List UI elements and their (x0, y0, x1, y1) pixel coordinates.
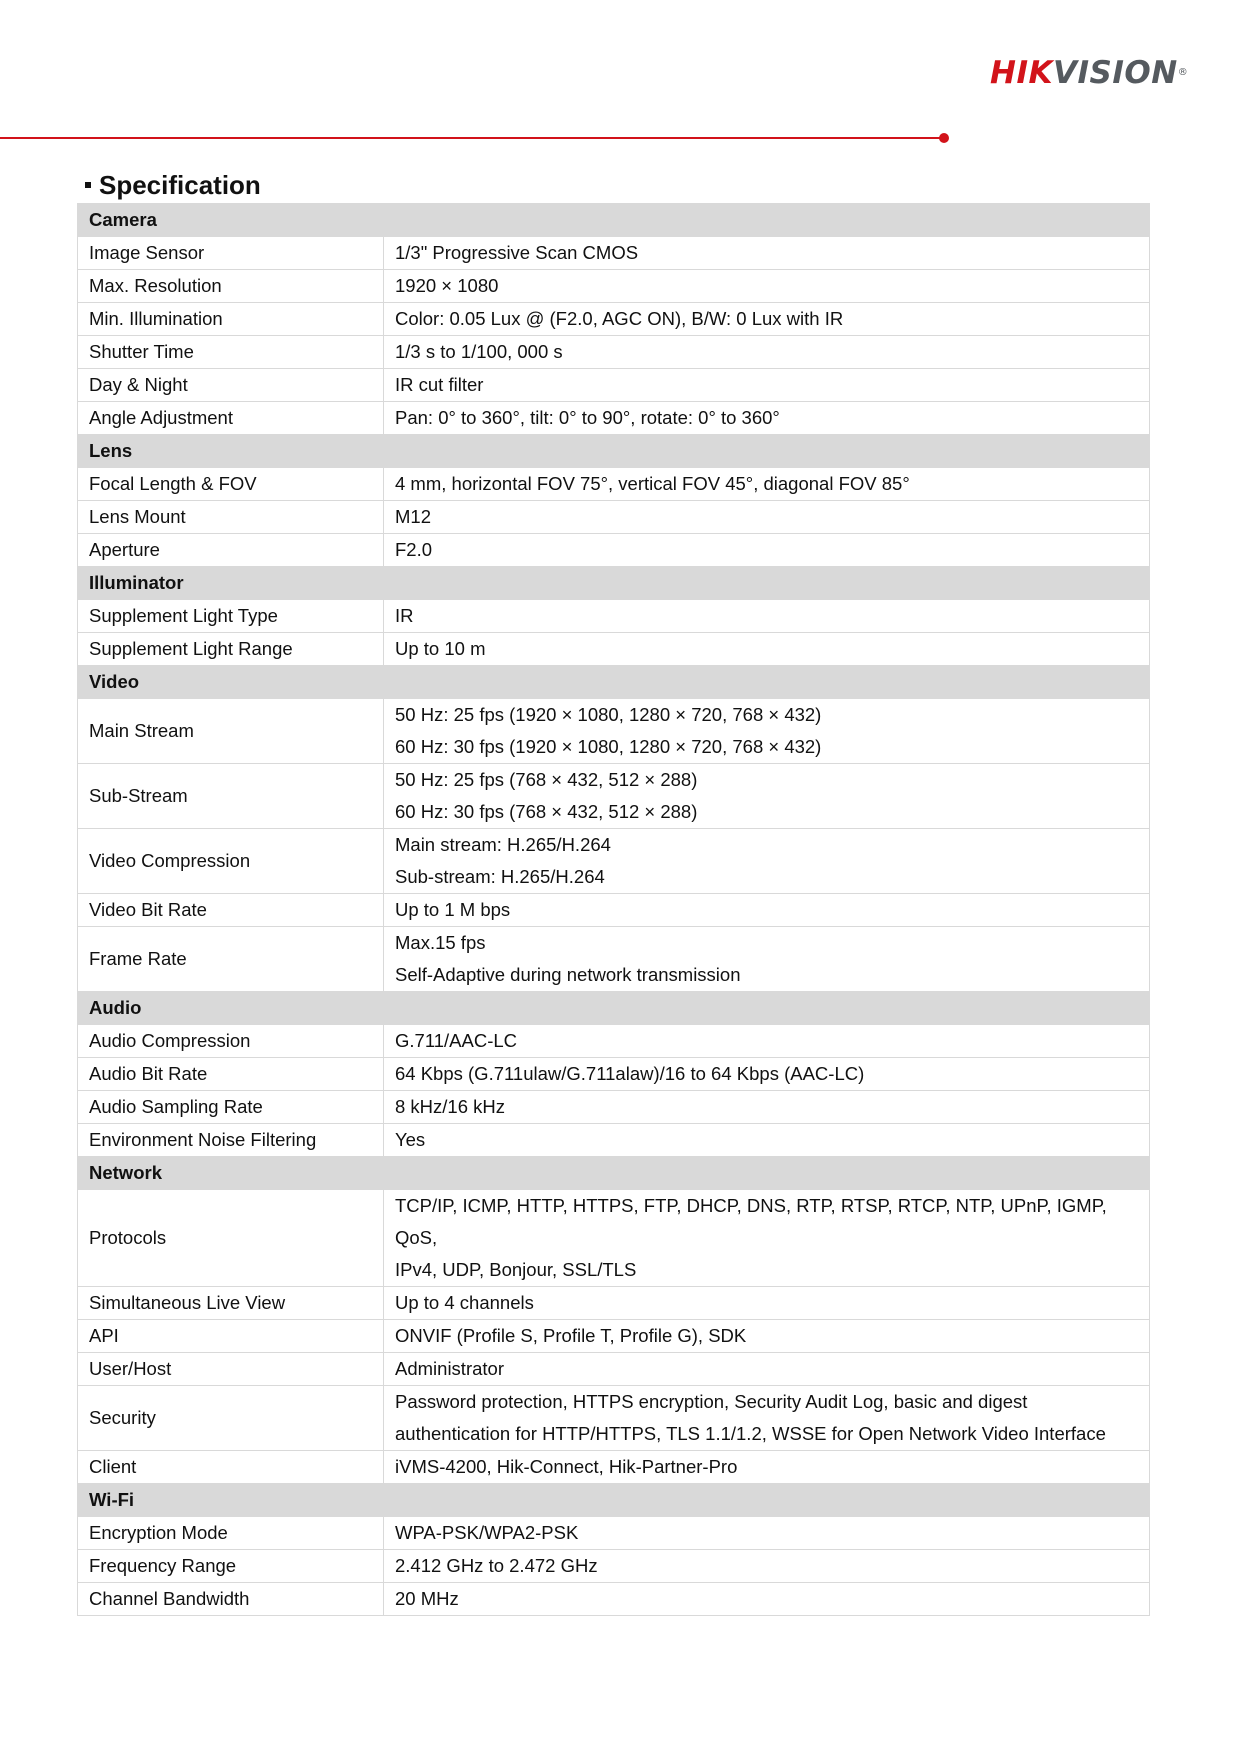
spec-label: Sub-Stream (78, 764, 384, 829)
spec-row (78, 927, 1150, 992)
spec-label: Aperture (78, 534, 384, 567)
spec-value (384, 303, 1150, 336)
spec-row (78, 336, 1150, 369)
spec-label: Channel Bandwidth (78, 1583, 384, 1616)
spec-label: Client (78, 1451, 384, 1484)
spec-value-line: G.711/AAC-LC (395, 1030, 518, 1051)
section-header: Network (78, 1157, 1150, 1190)
spec-value-line: Sub-stream: H.265/H.264 (395, 866, 605, 887)
spec-value-line: Pan: 0° to 360°, tilt: 0° to 90°, rotate: 0° to 360° (395, 407, 780, 428)
spec-value (384, 829, 1150, 894)
spec-label: Image Sensor (78, 237, 384, 270)
spec-row (78, 237, 1150, 270)
hikvision-logo (990, 56, 1188, 90)
spec-label: Encryption Mode (78, 1517, 384, 1550)
spec-value-line: iVMS-4200, Hik-Connect, Hik-Partner-Pro (395, 1456, 738, 1477)
spec-value-line: 20 MHz (395, 1588, 459, 1609)
spec-value-line: Self-Adaptive during network transmission (395, 964, 741, 985)
spec-value (384, 1025, 1150, 1058)
section-header-row (78, 1484, 1150, 1517)
spec-label: Protocols (78, 1190, 384, 1287)
spec-row (78, 600, 1150, 633)
spec-row (78, 1353, 1150, 1386)
spec-row (78, 829, 1150, 894)
spec-value (384, 633, 1150, 666)
spec-value-line: 50 Hz: 25 fps (1920 × 1080, 1280 × 720, 768 × 432) (395, 704, 822, 725)
spec-row (78, 1287, 1150, 1320)
spec-table (77, 203, 1150, 1616)
spec-value (384, 501, 1150, 534)
spec-row (78, 699, 1150, 764)
spec-value (384, 402, 1150, 435)
section-header: Illuminator (78, 567, 1150, 600)
spec-value-line: 4 mm, horizontal FOV 75°, vertical FOV 45°, diagonal FOV 85° (395, 473, 910, 494)
spec-value-line: TCP/IP, ICMP, HTTP, HTTPS, FTP, DHCP, DNS, RTP, RTSP, RTCP, NTP, UPnP, IGMP, QoS, (395, 1195, 1107, 1248)
spec-label: Environment Noise Filtering (78, 1124, 384, 1157)
spec-value-line: 2.412 GHz to 2.472 GHz (395, 1555, 598, 1576)
spec-value (384, 1517, 1150, 1550)
spec-value-line: Password protection, HTTPS encryption, Security Audit Log, basic and digest (395, 1391, 1028, 1412)
spec-value-line: authentication for HTTP/HTTPS, TLS 1.1/1.2, WSSE for Open Network Video Interface (395, 1423, 1106, 1444)
spec-value-line: 1/3 s to 1/100, 000 s (395, 341, 563, 362)
spec-value (384, 468, 1150, 501)
spec-label: Audio Sampling Rate (78, 1091, 384, 1124)
spec-value (384, 927, 1150, 992)
spec-value-line: 1920 × 1080 (395, 275, 499, 296)
section-header: Camera (78, 204, 1150, 237)
spec-label: Frequency Range (78, 1550, 384, 1583)
spec-value-line: ONVIF (Profile S, Profile T, Profile G), SDK (395, 1325, 747, 1346)
spec-value (384, 1550, 1150, 1583)
spec-label: Focal Length & FOV (78, 468, 384, 501)
spec-row (78, 764, 1150, 829)
spec-row (78, 1091, 1150, 1124)
spec-table-body (78, 204, 1150, 1616)
spec-label: Simultaneous Live View (78, 1287, 384, 1320)
spec-value (384, 1353, 1150, 1386)
spec-value (384, 1091, 1150, 1124)
logo-text-gray: VISION (1053, 55, 1178, 91)
spec-label: Angle Adjustment (78, 402, 384, 435)
spec-value (384, 369, 1150, 402)
spec-value-line: Yes (395, 1129, 426, 1150)
spec-value-line: IR (395, 605, 414, 626)
header-rule (0, 137, 940, 139)
section-header: Wi-Fi (78, 1484, 1150, 1517)
spec-value-line: Up to 4 channels (395, 1292, 534, 1313)
spec-value-line: Up to 1 M bps (395, 899, 511, 920)
section-header: Audio (78, 992, 1150, 1025)
spec-value-line: Color: 0.05 Lux @ (F2.0, AGC ON), B/W: 0 Lux with IR (395, 308, 844, 329)
spec-value (384, 237, 1150, 270)
spec-row (78, 303, 1150, 336)
spec-row (78, 1124, 1150, 1157)
spec-value-line: 1/3" Progressive Scan CMOS (395, 242, 639, 263)
spec-label: Max. Resolution (78, 270, 384, 303)
spec-value-line: IR cut filter (395, 374, 484, 395)
page-title (85, 168, 261, 202)
spec-row (78, 894, 1150, 927)
logo-text-red: HIK (990, 55, 1054, 91)
section-header-row (78, 567, 1150, 600)
spec-value (384, 894, 1150, 927)
spec-value-line: WPA-PSK/WPA2-PSK (395, 1522, 579, 1543)
spec-value (384, 1386, 1150, 1451)
spec-label: Min. Illumination (78, 303, 384, 336)
spec-row (78, 1320, 1150, 1353)
spec-label: User/Host (78, 1353, 384, 1386)
section-header: Lens (78, 435, 1150, 468)
spec-row (78, 1550, 1150, 1583)
spec-value (384, 699, 1150, 764)
section-header-row (78, 204, 1150, 237)
spec-row (78, 1190, 1150, 1287)
spec-value (384, 764, 1150, 829)
spec-value (384, 270, 1150, 303)
spec-value-line: 60 Hz: 30 fps (1920 × 1080, 1280 × 720, 768 × 432) (395, 736, 822, 757)
spec-value (384, 600, 1150, 633)
section-header-row (78, 1157, 1150, 1190)
spec-value-line: 64 Kbps (G.711ulaw/G.711alaw)/16 to 64 Kbps (AAC-LC) (395, 1063, 865, 1084)
spec-value (384, 1287, 1150, 1320)
spec-value-line: Main stream: H.265/H.264 (395, 834, 611, 855)
spec-label: Main Stream (78, 699, 384, 764)
section-header: Video (78, 666, 1150, 699)
spec-row (78, 1517, 1150, 1550)
spec-value (384, 1124, 1150, 1157)
section-header-row (78, 435, 1150, 468)
spec-label: Supplement Light Range (78, 633, 384, 666)
spec-row (78, 501, 1150, 534)
spec-value-line: 50 Hz: 25 fps (768 × 432, 512 × 288) (395, 769, 698, 790)
spec-label: API (78, 1320, 384, 1353)
spec-value (384, 1451, 1150, 1484)
spec-label: Frame Rate (78, 927, 384, 992)
spec-row (78, 1451, 1150, 1484)
spec-label: Video Bit Rate (78, 894, 384, 927)
spec-row (78, 369, 1150, 402)
spec-value-line: Max.15 fps (395, 932, 486, 953)
spec-value-line: 8 kHz/16 kHz (395, 1096, 506, 1117)
spec-value-line: 60 Hz: 30 fps (768 × 432, 512 × 288) (395, 801, 698, 822)
section-header-row (78, 666, 1150, 699)
spec-label: Security (78, 1386, 384, 1451)
spec-label: Video Compression (78, 829, 384, 894)
spec-row (78, 1025, 1150, 1058)
spec-value (384, 1190, 1150, 1287)
header-rule-dot (939, 133, 949, 143)
spec-label: Lens Mount (78, 501, 384, 534)
spec-row (78, 1058, 1150, 1091)
spec-row (78, 633, 1150, 666)
spec-value-line: M12 (395, 506, 431, 527)
spec-value-line: Administrator (395, 1358, 504, 1379)
spec-label: Supplement Light Type (78, 600, 384, 633)
spec-label: Audio Bit Rate (78, 1058, 384, 1091)
section-header-row (78, 992, 1150, 1025)
page-title-text: Specification (99, 170, 261, 200)
spec-row (78, 534, 1150, 567)
spec-value (384, 1058, 1150, 1091)
spec-value-line: Up to 10 m (395, 638, 486, 659)
title-bullet-icon (85, 182, 91, 188)
spec-row (78, 402, 1150, 435)
spec-value-line: F2.0 (395, 539, 433, 560)
spec-label: Audio Compression (78, 1025, 384, 1058)
spec-row (78, 1386, 1150, 1451)
spec-value (384, 534, 1150, 567)
spec-value (384, 1583, 1150, 1616)
spec-label: Shutter Time (78, 336, 384, 369)
spec-row (78, 468, 1150, 501)
spec-label: Day & Night (78, 369, 384, 402)
logo-registered-mark: ® (1177, 67, 1189, 78)
spec-value-line: IPv4, UDP, Bonjour, SSL/TLS (395, 1259, 637, 1280)
spec-value (384, 336, 1150, 369)
spec-row (78, 1583, 1150, 1616)
spec-value (384, 1320, 1150, 1353)
spec-row (78, 270, 1150, 303)
